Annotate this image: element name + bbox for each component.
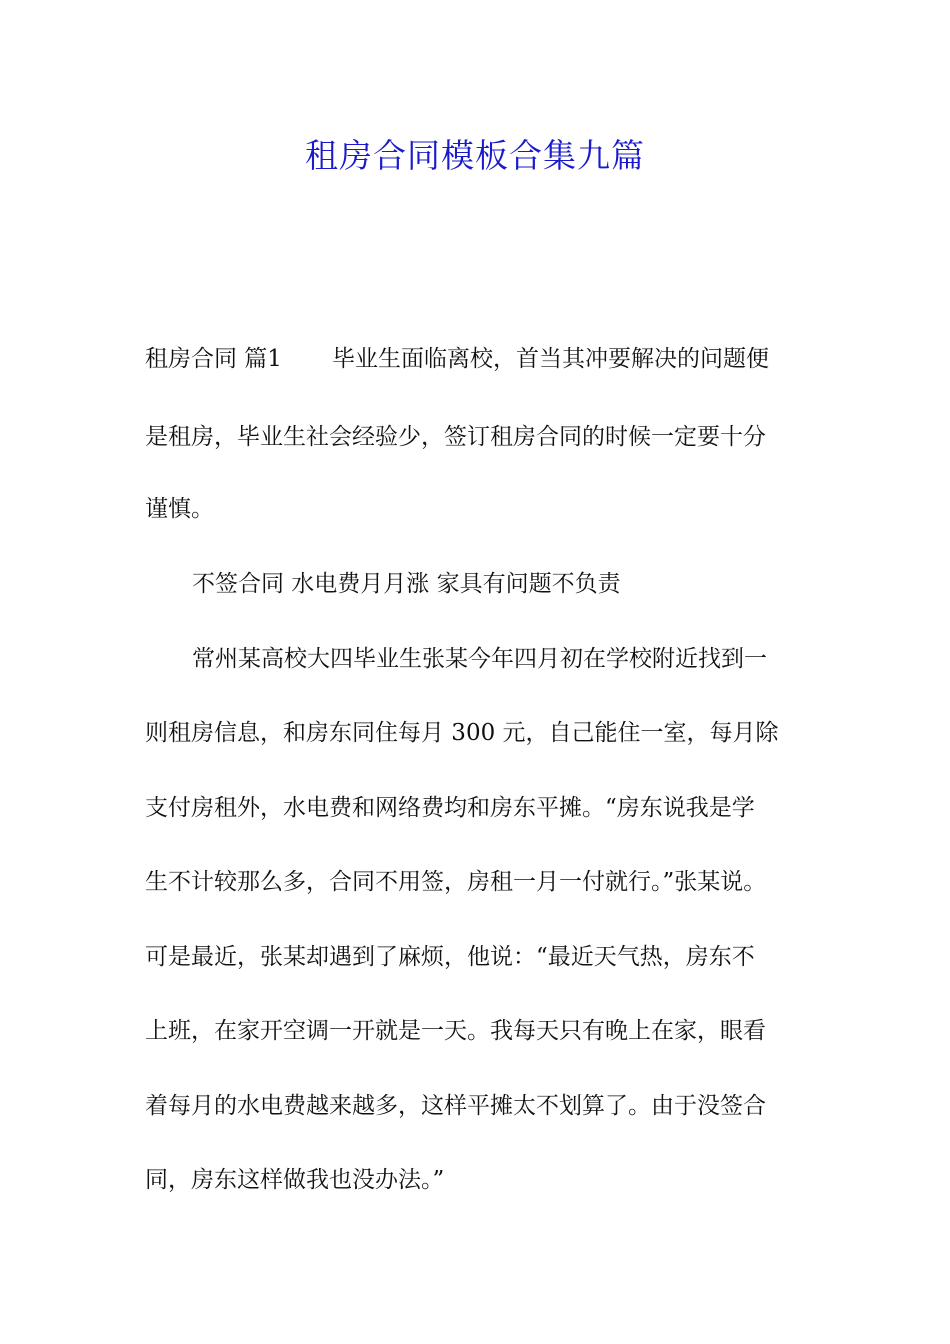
section-label: 租房合同 篇1 (145, 346, 282, 372)
document-title: 租房合同模板合集九篇 (305, 136, 645, 175)
paragraph-line-10: 上班，在家开空调一开就是一天。我每天只有晚上在家，眼看 (145, 1018, 766, 1044)
paragraph-line-7: 支付房租外，水电费和网络费均和房东平摊。“房东说我是学 (145, 795, 755, 821)
paragraph-line-12: 同，房东这样做我也没办法。” (145, 1167, 445, 1193)
paragraph-line-11: 着每月的水电费越来越多，这样平摊太不划算了。由于没签合 (145, 1093, 766, 1119)
paragraph-line-2: 是租房，毕业生社会经验少，签订租房合同的时候一定要十分 (145, 424, 766, 450)
subheading: 不签合同 水电费月月涨 家具有问题不负责 (192, 571, 621, 597)
paragraph-line-5: 常州某高校大四毕业生张某今年四月初在学校附近找到一 (192, 646, 767, 672)
paragraph-line-9: 可是最近，张某却遇到了麻烦，他说：“最近天气热，房东不 (145, 944, 755, 970)
paragraph-line-1 (145, 344, 769, 374)
paragraph-line-3: 谨慎。 (145, 496, 214, 522)
paragraph-line-8: 生不计较那么多，合同不用签，房租一月一付就行。”张某说。 (145, 869, 767, 895)
paragraph-line-6: 则租房信息，和房东同住每月 300 元，自己能住一室，每月除 (145, 720, 779, 746)
paragraph-text: 毕业生面临离校，首当其冲要解决的问题便 (331, 346, 769, 372)
